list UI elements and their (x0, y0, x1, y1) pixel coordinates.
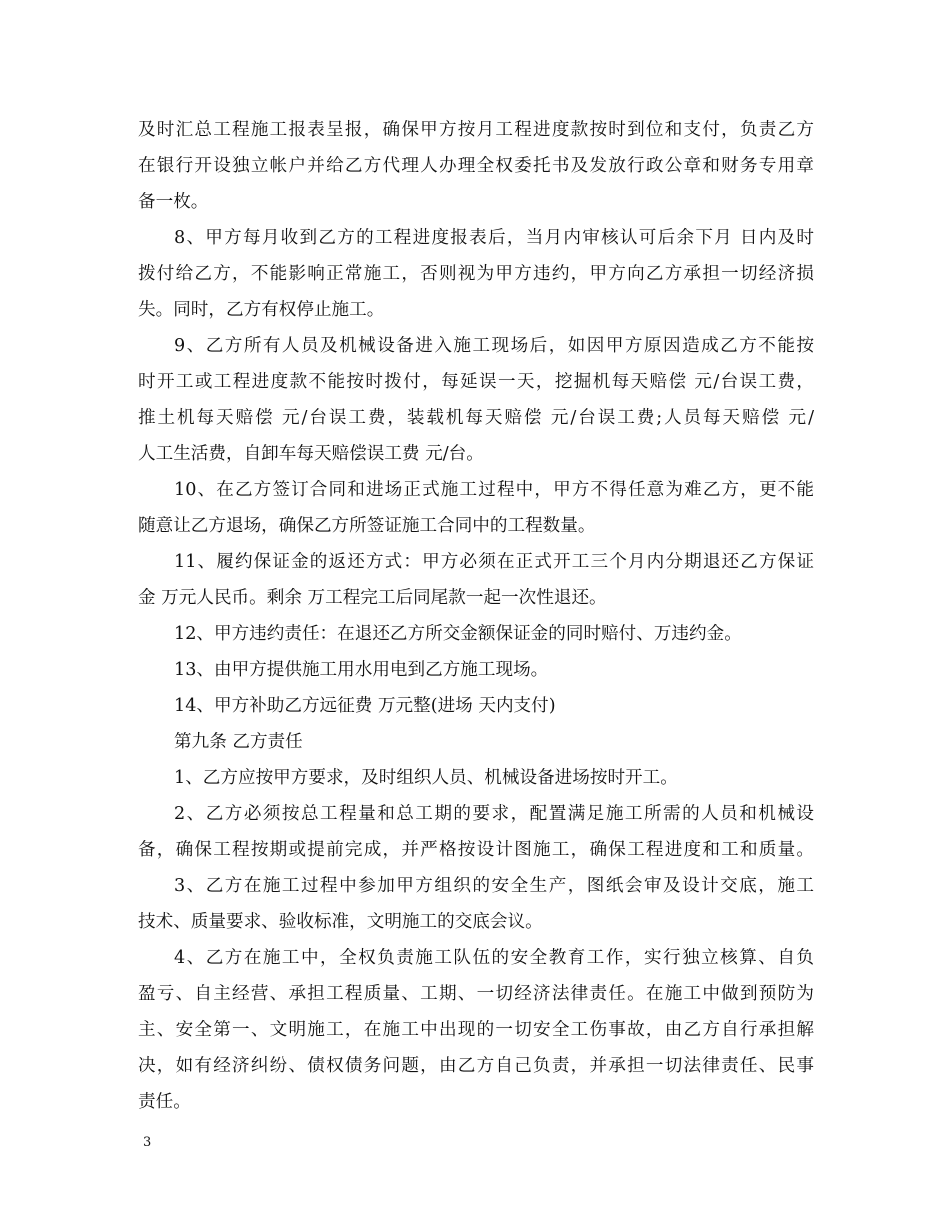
text-line: 决，如有经济纠纷、债权债务问题，由乙方自己负责，并承担一切法律责任、民事 (138, 1056, 814, 1076)
text-line: 备一枚。 (138, 192, 209, 212)
clause-11-line: 11、履约保证金的返还方式：甲方必须在正式开工三个月内分期退还乙方保证 (174, 552, 814, 572)
duty-2-line: 2、乙方必须按总工程量和总工期的要求，配置满足施工所需的人员和机械设 (174, 804, 814, 824)
text-line: 时开工或工程进度款不能按时拨付，每延误一天，挖掘机每天赔偿 元/台误工费， (138, 372, 814, 392)
text-line: 责任。 (138, 1092, 191, 1112)
duty-1-line: 1、乙方应按甲方要求，及时组织人员、机械设备进场按时开工。 (174, 768, 678, 788)
article-heading: 第九条 乙方责任 (174, 732, 303, 752)
text-line: 主、安全第一、文明施工，在施工中出现的一切安全工伤事故，由乙方自行承担解 (138, 1020, 814, 1040)
page-number: 3 (143, 1135, 152, 1150)
clause-12-line: 12、甲方违约责任：在退还乙方所交金额保证金的同时赔付、万违约金。 (174, 624, 742, 644)
text-line: 备，确保工程按期或提前完成，并严格按设计图施工，确保工程进度和工和质量。 (138, 840, 814, 860)
text-line: 及时汇总工程施工报表呈报，确保甲方按月工程进度款按时到位和支付，负责乙方 (138, 120, 814, 140)
clause-9-line: 9、乙方所有人员及机械设备进入施工现场后，如因甲方原因造成乙方不能按 (174, 336, 814, 356)
duty-3-line: 3、乙方在施工过程中参加甲方组织的安全生产，图纸会审及设计交底，施工 (174, 876, 814, 896)
clause-14-line: 14、甲方补助乙方远征费 万元整(进场 天内支付) (174, 696, 556, 716)
duty-4-line: 4、乙方在施工中，全权负责施工队伍的安全教育工作，实行独立核算、自负 (174, 948, 814, 968)
text-line: 拨付给乙方，不能影响正常施工，否则视为甲方违约，甲方向乙方承担一切经济损 (138, 264, 814, 284)
text-line: 推土机每天赔偿 元/台误工费，装载机每天赔偿 元/台误工费;人员每天赔偿 元/ (138, 408, 814, 428)
clause-10-line: 10、在乙方签订合同和进场正式施工过程中，甲方不得任意为难乙方，更不能 (174, 480, 814, 500)
text-line: 技术、质量要求、验收标准，文明施工的交底会议。 (138, 912, 543, 932)
text-line: 随意让乙方退场，确保乙方所签证施工合同中的工程数量。 (138, 516, 596, 536)
text-line: 失。同时，乙方有权停止施工。 (138, 300, 385, 320)
text-line: 盈亏、自主经营、承担工程质量、工期、一切经济法律责任。在施工中做到预防为 (138, 984, 814, 1004)
document-body (138, 112, 814, 1120)
text-line: 人工生活费，自卸车每天赔偿误工费 元/台。 (138, 444, 484, 464)
text-line: 金 万元人民币。剩余 万工程完工后同尾款一起一次性退还。 (138, 588, 607, 608)
clause-8-line: 8、甲方每月收到乙方的工程进度报表后，当月内审核认可后余下月 日内及时 (174, 228, 814, 248)
clause-13-line: 13、由甲方提供施工用水用电到乙方施工现场。 (174, 660, 549, 680)
text-line: 在银行开设独立帐户并给乙方代理人办理全权委托书及发放行政公章和财务专用章 (138, 156, 814, 176)
